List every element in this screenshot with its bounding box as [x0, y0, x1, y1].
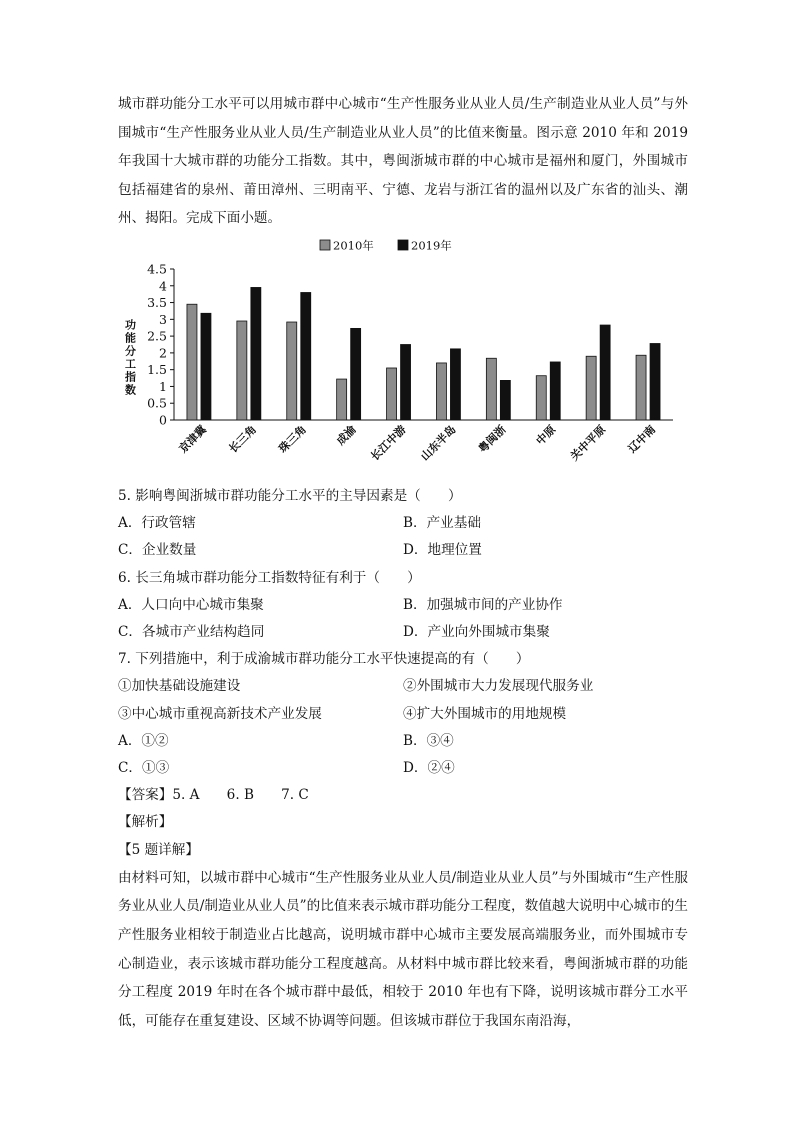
- question-6: [118, 565, 688, 647]
- bar-2019: [550, 362, 560, 420]
- question-7: [118, 646, 688, 782]
- bar-2019: [500, 380, 510, 420]
- y-tick-label: 1.5: [147, 362, 167, 378]
- y-tick-label: 0.5: [147, 395, 167, 411]
- bar-2010: [536, 376, 546, 420]
- category-label: 关中平原: [567, 422, 609, 464]
- legend-label: 2019年: [411, 238, 452, 253]
- y-tick-label: 3: [159, 311, 167, 327]
- bar-2010: [387, 368, 397, 420]
- option-b[interactable]: B．产业基础: [403, 515, 481, 532]
- y-tick-label: 4.5: [147, 261, 167, 277]
- option-c[interactable]: C．①③: [118, 760, 170, 776]
- question-stem: 6. 长三角城市群功能分工指数特征有利于（ ）: [118, 569, 421, 586]
- option-b[interactable]: B．③④: [403, 732, 454, 749]
- bar-2019: [201, 313, 211, 420]
- category-label: 粤闽浙: [475, 422, 509, 456]
- y-axis-label: 功能分工指数: [123, 318, 137, 397]
- chart-svg: [118, 237, 688, 483]
- category-label: 长三角: [226, 422, 259, 456]
- option-b[interactable]: B．加强城市间的产业协作: [403, 596, 563, 613]
- y-tick-label: 3.5: [147, 295, 167, 311]
- paper-page: [118, 90, 688, 1035]
- bar-2010: [486, 358, 496, 420]
- question-5: [118, 483, 688, 565]
- legend-label: 2010年: [333, 238, 374, 253]
- bar-2010: [586, 356, 596, 420]
- option-a[interactable]: A．人口向中心城市集聚: [118, 596, 264, 613]
- bar-2010: [337, 379, 347, 420]
- option-d[interactable]: D．地理位置: [403, 542, 482, 559]
- bar-2019: [650, 343, 660, 420]
- bar-2019: [401, 344, 411, 420]
- bar-2010: [187, 304, 197, 420]
- statement-1: ①加快基础设施建设: [118, 678, 241, 695]
- bar-2010: [287, 322, 297, 420]
- category-label: 京津冀: [176, 422, 210, 456]
- y-tick-label: 4: [159, 278, 167, 294]
- bar-2019: [450, 349, 460, 420]
- category-label: 成渝: [334, 422, 359, 448]
- analysis-label: 【解析】: [118, 814, 173, 831]
- bar-2019: [351, 328, 361, 420]
- bar-2010: [237, 321, 247, 420]
- category-label: 长江中游: [368, 422, 409, 464]
- bar-2010: [436, 363, 446, 420]
- option-a[interactable]: A．①②: [118, 732, 169, 749]
- analysis-paragraph: 由材料可知，以城市群中心城市“生产性服务业从业人员/制造业从业人员”与外围城市“生产性服务业从业人员/制造业从业人员”的比值来表示城市群功能分工程度，数值越大说明中心城市的生产性服务业相较于制造业占比越高，说明城市群中心城市主要发展高端服务业，而外围城市专心制造业，表示该城市群功能分工程度越高。从材料中城市群比较来看，粤闽浙城市群的功能分工程度 2019 年时在各个城市群中最低，相较于 2010 年也有下降，说明该城市群分工水平低，可能存在重复建设、区域不协调等问题。但该城市群位于我国东南沿海，: [118, 869, 688, 1029]
- statement-4: ④扩大外围城市的用地规模: [403, 705, 567, 722]
- legend-swatch: [398, 240, 408, 250]
- bar-chart: [118, 237, 688, 483]
- y-tick-label: 2.5: [147, 328, 167, 344]
- option-c[interactable]: C．各城市产业结构趋同: [118, 623, 265, 640]
- answer-line: 【答案】5. A 6. B 7. C: [118, 787, 309, 804]
- legend-swatch: [320, 240, 330, 250]
- intro-paragraph: 城市群功能分工水平可以用城市群中心城市“生产性服务业从业人员/生产制造业从业人员”与外围城市“生产性服务业从业人员/生产制造业从业人员”的比值来衡量。图示意 2010 年和 2019 年我国十大城市群的功能分工指数。其中，粤闽浙城市群的中心城市是福州和厦门，外围城市包括福建省的泉州、莆田漳州、三明南平、宁德、龙岩与浙江省的温州以及广东省的汕头、潮州、揭阳。完成下面小题。: [118, 96, 688, 227]
- bar-2019: [251, 287, 261, 420]
- bar-2019: [600, 325, 610, 420]
- question-stem: 5. 影响粤闽浙城市群功能分工水平的主导因素是（ ）: [118, 487, 462, 504]
- option-d[interactable]: D．产业向外围城市集聚: [403, 623, 550, 640]
- detail-label: 【5 题详解】: [118, 841, 199, 858]
- option-c[interactable]: C．企业数量: [118, 542, 197, 559]
- y-tick-label: 2: [159, 345, 167, 361]
- statement-2: ②外围城市大力发展现代服务业: [403, 678, 594, 695]
- category-label: 辽中南: [625, 422, 659, 456]
- bar-2019: [301, 292, 311, 420]
- option-d[interactable]: D．②④: [403, 760, 455, 776]
- category-label: 中原: [533, 422, 559, 448]
- statement-3: ③中心城市重视高新技术产业发展: [118, 705, 322, 722]
- category-label: 山东半岛: [418, 422, 459, 464]
- y-tick-label: 1: [159, 378, 167, 394]
- option-a[interactable]: A．行政管辖: [118, 515, 196, 532]
- bar-2010: [636, 355, 646, 420]
- y-tick-label: 0: [159, 412, 167, 428]
- category-label: 珠三角: [276, 422, 309, 456]
- question-stem: 7. 下列措施中，利于成渝城市群功能分工水平快速提高的有（ ）: [118, 651, 530, 668]
